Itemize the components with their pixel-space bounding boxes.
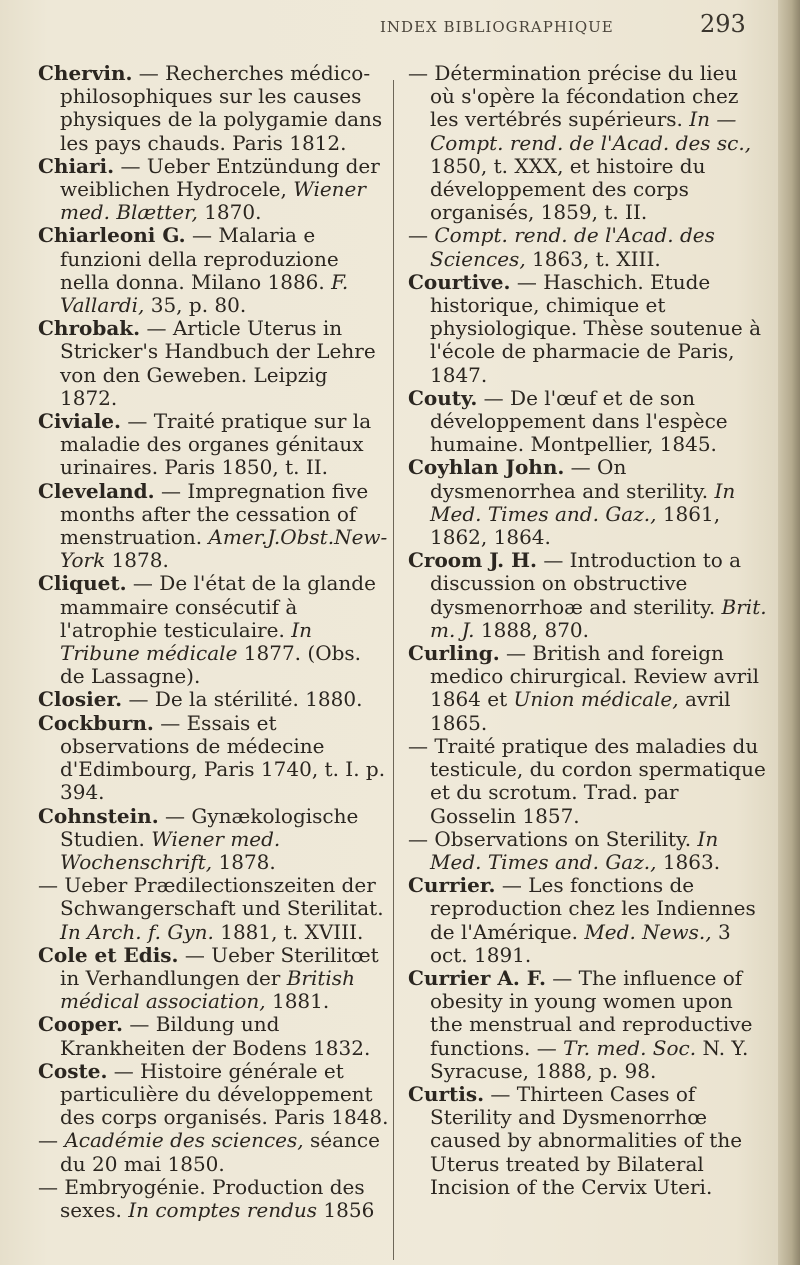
entry-title: Med. News., xyxy=(584,919,712,944)
entry-text: — De l'œuf et de son développement dans l'espèce humaine. Montpellier, 1845. xyxy=(430,385,728,457)
bibliography-entry xyxy=(38,155,390,225)
entry-title: F. Vallardi, xyxy=(60,269,349,318)
entry-author: Chiari. xyxy=(38,153,115,178)
bibliography-entry xyxy=(38,572,390,688)
entry-author: Cleveland. xyxy=(38,478,155,503)
entry-text: — On dysmenorrhea and sterility. xyxy=(430,455,715,503)
entry-author: Courtive. xyxy=(408,269,511,294)
entry-tail: 3 oct. 1891. xyxy=(430,919,731,967)
entry-author: Civiale. xyxy=(38,409,121,434)
entry-text: — Malaria e funzioni della reproduzione nella donna. Milano 1886. xyxy=(60,223,339,294)
entry-text: — Haschich. Etude historique, chimique et physiologique. Thèse soutenue à l'école de pharmacie de Paris, 1847. xyxy=(430,269,762,387)
entry-title: Compt. rend. de l'Acad. des Sciences, xyxy=(430,223,715,271)
entry-text: — Impregnation five months after the cessation of menstruation. xyxy=(60,478,369,550)
entry-title: In Arch. f. Gyn. xyxy=(60,919,214,944)
bibliography-entry xyxy=(408,271,768,387)
entry-title: In Tribune médicale xyxy=(60,617,312,666)
entry-tail: 1863, t. XIII. xyxy=(525,246,661,271)
entry-tail: avril 1865. xyxy=(430,687,731,735)
entry-author: Coste. xyxy=(38,1058,108,1083)
entry-author: Cliquet. xyxy=(38,571,127,596)
bibliography-entry xyxy=(38,1176,390,1222)
bibliography-entry xyxy=(38,688,390,711)
bibliography-entry xyxy=(38,944,390,1014)
column-divider xyxy=(393,80,394,1260)
entry-title: In comptes rendus xyxy=(128,1197,318,1222)
entry-author: Chervin. xyxy=(38,61,133,85)
entry-text: — Ueber Prædilectionszeiten der Schwangerschaft und Sterilitat. xyxy=(38,873,384,921)
page-edge-shadow xyxy=(778,0,800,1265)
entry-text: — Bildung und Krankheiten der Bodens 1832. xyxy=(60,1012,371,1060)
entry-title: Tr. med. Soc. xyxy=(563,1035,697,1060)
entry-text: — Observations on Sterility. xyxy=(408,826,698,851)
bibliography-entry xyxy=(408,874,768,967)
bibliography-entry xyxy=(408,967,768,1083)
entry-tail: 1861, 1862, 1864. xyxy=(430,501,721,550)
bibliography-entry xyxy=(408,549,768,642)
entry-tail: N. Y. Syracuse, 1888, p. 98. xyxy=(430,1035,749,1083)
entry-tail: 1877. (Obs. de Lassagne). xyxy=(60,641,362,689)
entry-author: Chiarleoni G. xyxy=(38,223,186,248)
entry-title: In Med. Times and. Gaz., xyxy=(430,826,719,874)
bibliography-entry xyxy=(408,642,768,735)
entry-tail: 1888, 870. xyxy=(474,617,590,642)
entry-title: In Med. Times and. Gaz., xyxy=(430,478,736,526)
entry-text: — Article Uterus in Stricker's Handbuch der Lehre von den Geweben. Leipzig 1872. xyxy=(60,316,376,410)
entry-text: — Recherches médico-philosophiques sur les causes physiques de la polygamie dans les pays chauds. Paris 1812. xyxy=(60,61,383,155)
entry-tail: 1850, t. XXX, et histoire du développement des corps organisés, 1859, t. II. xyxy=(430,153,706,225)
entry-text: — Détermination précise du lieu où s'opère la fécondation chez les vertébrés supérieurs. xyxy=(408,61,739,132)
entry-title: Brit. m. J. xyxy=(430,594,767,642)
entry-tail: 1878. xyxy=(105,548,169,573)
bibliography-entry xyxy=(408,387,768,457)
bibliography-entry xyxy=(38,317,390,410)
entry-title: Wiener med. Blætter, xyxy=(60,177,366,225)
entry-tail: 1863. xyxy=(656,849,721,874)
entry-author: Cohnstein. xyxy=(38,803,159,828)
entry-author: Curling. xyxy=(408,641,500,666)
bibliography-entry xyxy=(408,735,768,828)
entry-tail: 1870. xyxy=(197,200,262,225)
entry-text: — Ueber Sterilitœt in Verhandlungen der xyxy=(60,942,379,990)
bibliography-entry xyxy=(408,62,768,224)
entry-title: Union médicale, xyxy=(513,687,679,712)
entry-author: Cooper. xyxy=(38,1012,123,1037)
bibliography-entry xyxy=(38,62,390,155)
entry-author: Currier. xyxy=(408,873,496,898)
bibliography-entry xyxy=(38,805,390,875)
entry-text: — Traité pratique des maladies du testicule, du cordon spermatique et du scrotum. Trad. par Gosselin 1857. xyxy=(408,733,766,828)
left-column xyxy=(38,62,390,1222)
entry-title: Amer.J.Obst.New-York xyxy=(60,525,388,573)
entry-author: Croom J. H. xyxy=(408,548,537,573)
entry-text: — Essais et observations de médecine d'Edimbourg, Paris 1740, t. I. p. 394. xyxy=(60,710,386,805)
entry-text: — De la stérilité. 1880. xyxy=(122,687,363,712)
bibliography-entry xyxy=(38,1129,390,1175)
entry-title: Wiener med. Wochenschrift, xyxy=(60,826,281,874)
entry-text: — The influence of obesity in young women upon the menstrual and reproductive functions. — xyxy=(430,965,753,1060)
entry-tail: séance du 20 mai 1850. xyxy=(60,1128,380,1176)
entry-tail: 1878. xyxy=(212,849,276,874)
entry-text: — Embryogénie. Production des sexes. xyxy=(38,1174,365,1222)
entry-author: Curtis. xyxy=(408,1081,485,1106)
bibliography-entry xyxy=(38,480,390,573)
entry-text: — xyxy=(38,1128,65,1153)
entry-text: — Les fonctions de reproduction chez les Indiennes de l'Amérique. xyxy=(430,873,756,944)
entry-text: — De l'état de la glande mammaire consécutif à l'atrophie testiculaire. xyxy=(60,571,376,642)
entry-author: Closier. xyxy=(38,687,123,712)
entry-text: — Ueber Entzündung der weiblichen Hydrocele, xyxy=(60,153,380,202)
entry-text: — xyxy=(408,223,435,248)
entry-title: British médical association, xyxy=(60,965,355,1014)
entry-tail: 35, p. 80. xyxy=(144,293,247,318)
right-column xyxy=(408,62,768,1199)
bibliography-entry xyxy=(408,828,768,874)
page-number: 293 xyxy=(700,10,746,38)
entry-text: — Introduction to a discussion on obstructive dysmenorrhoæ and sterility. xyxy=(430,548,742,619)
entry-author: Chrobak. xyxy=(38,316,141,341)
bibliography-entry xyxy=(408,456,768,549)
header-title: INDEX BIBLIOGRAPHIQUE xyxy=(380,18,614,36)
bibliography-entry xyxy=(38,712,390,805)
entry-tail: 1881. xyxy=(265,989,330,1014)
bibliography-entry xyxy=(408,1083,768,1199)
entry-text: — British and foreign medico chirurgical. Review avril 1864 et xyxy=(430,641,759,712)
entry-text: — Thirteen Cases of Sterility and Dysmenorrhœ caused by abnormalities of the Uterus treated by Bilateral Incision of the Cervix Uteri. xyxy=(430,1081,743,1199)
entry-author: Coyhlan John. xyxy=(408,455,565,480)
entry-author: Couty. xyxy=(408,385,478,410)
entry-tail: 1856 xyxy=(317,1197,375,1222)
entry-title: In — Compt. rend. de l'Acad. des sc., xyxy=(430,107,752,155)
entry-author: Cole et Edis. xyxy=(38,942,179,967)
bibliography-entry xyxy=(38,1013,390,1059)
entry-text: — Traité pratique sur la maladie des organes génitaux urinaires. Paris 1850, t. II. xyxy=(60,409,372,480)
entry-author: Cockburn. xyxy=(38,710,154,735)
bibliography-entry xyxy=(38,874,390,944)
entry-tail: 1881, t. XVIII. xyxy=(213,919,364,944)
entry-title: Académie des sciences, xyxy=(64,1128,304,1153)
entry-text: — Gynækologische Studien. xyxy=(60,803,359,851)
entry-author: Currier A. F. xyxy=(408,965,546,990)
bibliography-entry xyxy=(38,410,390,480)
bibliography-entry xyxy=(38,1060,390,1130)
running-header xyxy=(380,8,780,42)
entry-text: — Histoire générale et particulière du développement des corps organisés. Paris 1848. xyxy=(60,1058,389,1130)
bibliography-entry xyxy=(408,224,768,270)
bibliography-entry xyxy=(38,224,390,317)
